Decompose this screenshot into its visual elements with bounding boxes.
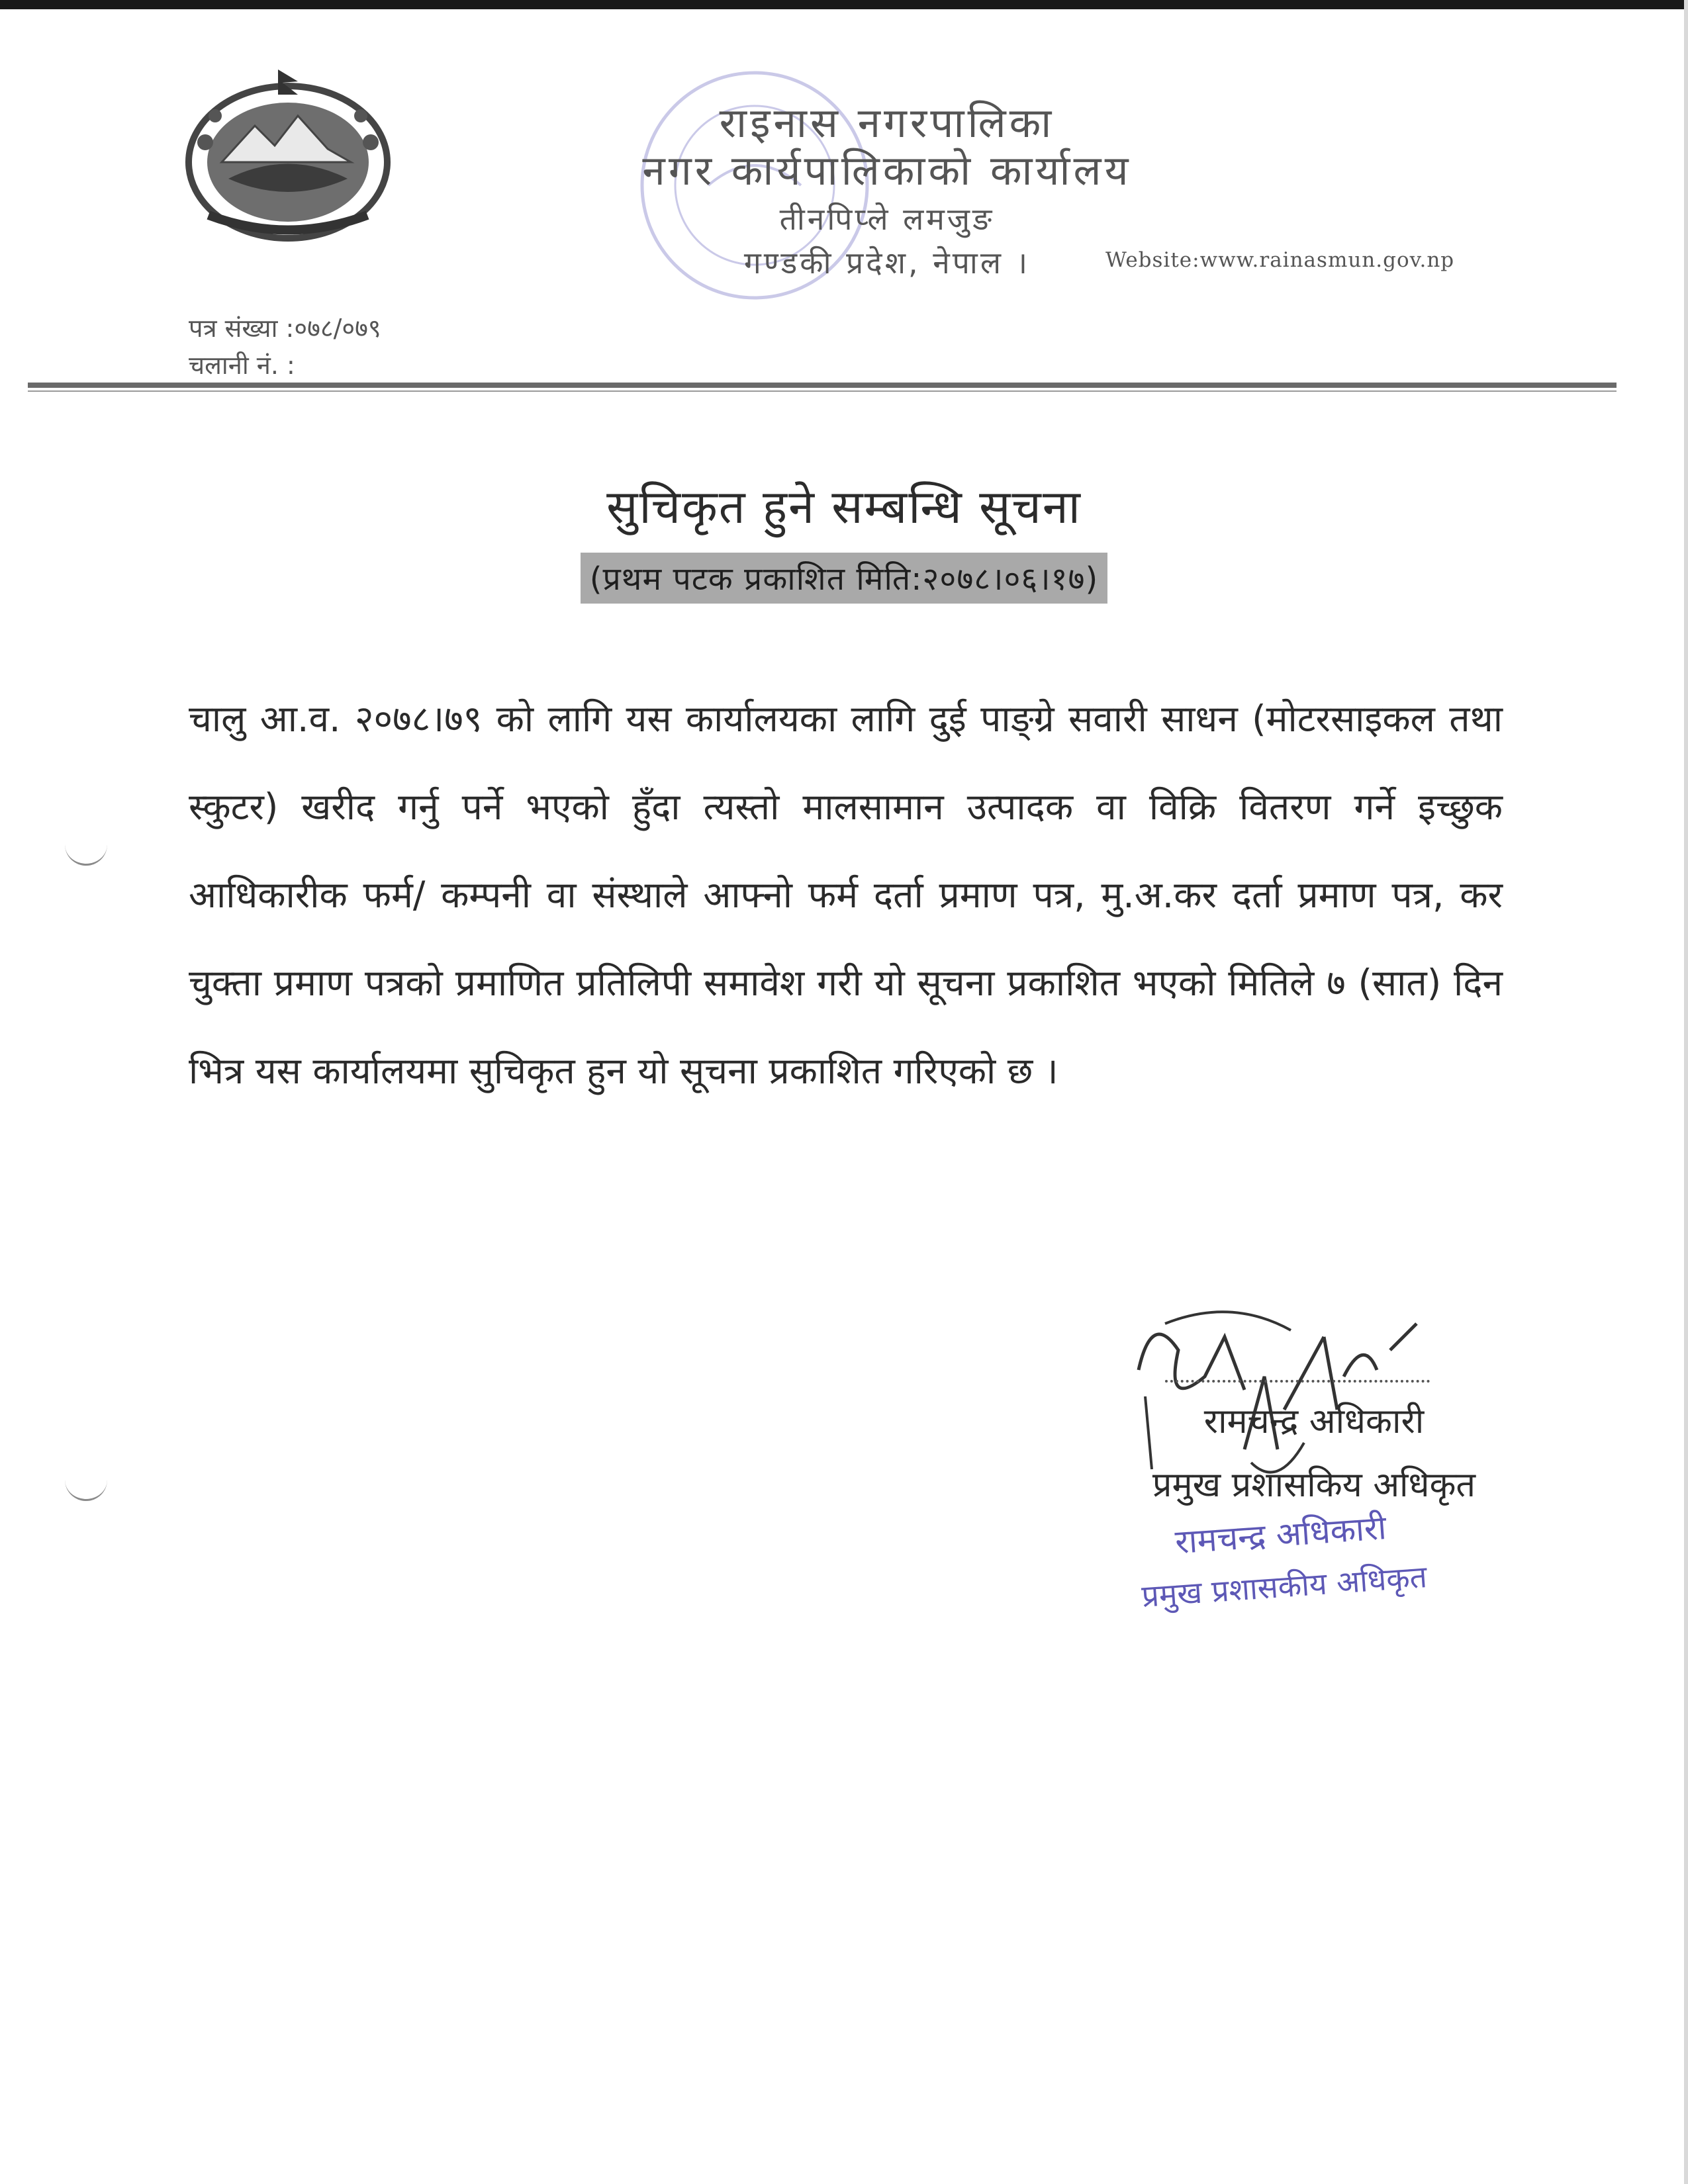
office-location: तीनपिप्ले लमजुङ xyxy=(779,201,995,237)
official-name-stamp xyxy=(1068,1494,1501,1676)
website-text: Website:www.rainasmun.gov.np xyxy=(1105,248,1455,272)
signature-line xyxy=(1165,1380,1430,1383)
office-name: नगर कार्यपालिकाको कार्यालय xyxy=(642,146,1132,195)
punch-hole-mark xyxy=(65,1473,107,1501)
scan-edge-top xyxy=(0,0,1688,9)
signatory-designation: प्रमुख प्रशासकिय अधिकृत xyxy=(1152,1465,1476,1505)
header-divider-thin xyxy=(28,390,1617,392)
scan-edge-right xyxy=(1684,0,1688,2184)
reference-block xyxy=(189,310,381,384)
municipality-name: राइनास नगरपालिका xyxy=(719,99,1055,147)
signatory-block xyxy=(1149,1390,1479,1517)
letter-number: पत्र संख्या :०७८/०७९ xyxy=(189,314,381,343)
header-divider xyxy=(28,383,1617,388)
office-province: गण्डकी प्रदेश, नेपाल । xyxy=(743,245,1031,281)
publication-date-wrap xyxy=(0,553,1688,604)
notice-title: सुचिकृत हुने सम्बन्धि सूचना xyxy=(606,480,1082,534)
punch-hole-mark xyxy=(65,837,107,866)
stamp-designation: प्रमुख प्रशासकीय अधिकृत xyxy=(1140,1558,1429,1614)
publication-date: (प्रथम पटक प्रकाशित मिति:२०७८।०६।१७) xyxy=(581,553,1107,604)
notice-body: चालु आ.व. २०७८।७९ को लागि यस कार्यालयका लागि दुई पाङ्ग्रे सवारी साधन (मोटरसाइकल तथा स्कुटर) खरीद गर्नु पर्ने भएको हुँदा त्यस्तो मालसामान उत्पादक वा विक्रि वितरण गर्ने इच्छुक आधिकारीक फर्म/ कम्पनी वा संस्थाले आफ्नो फर्म दर्ता प्रमाण पत्र, मु.अ.कर दर्ता प्रमाण पत्र, कर चुक्ता प्रमाण पत्रको प्रमाणित प्रतिलिपी समावेश गरी यो सूचना प्रकाशित भएको मितिले ७ (सात) दिन भित्र यस कार्यालयमा सुचिकृत हुन यो सूचना प्रकाशित गरिएको छ । xyxy=(189,698,1503,1092)
dispatch-number: चलानी नं. : xyxy=(189,351,295,380)
signatory-name: रामचन्द्र अधिकारी xyxy=(1203,1402,1425,1441)
nepal-emblem-icon xyxy=(169,63,407,248)
stamp-name: रामचन्द्र अधिकारी xyxy=(1174,1508,1388,1562)
